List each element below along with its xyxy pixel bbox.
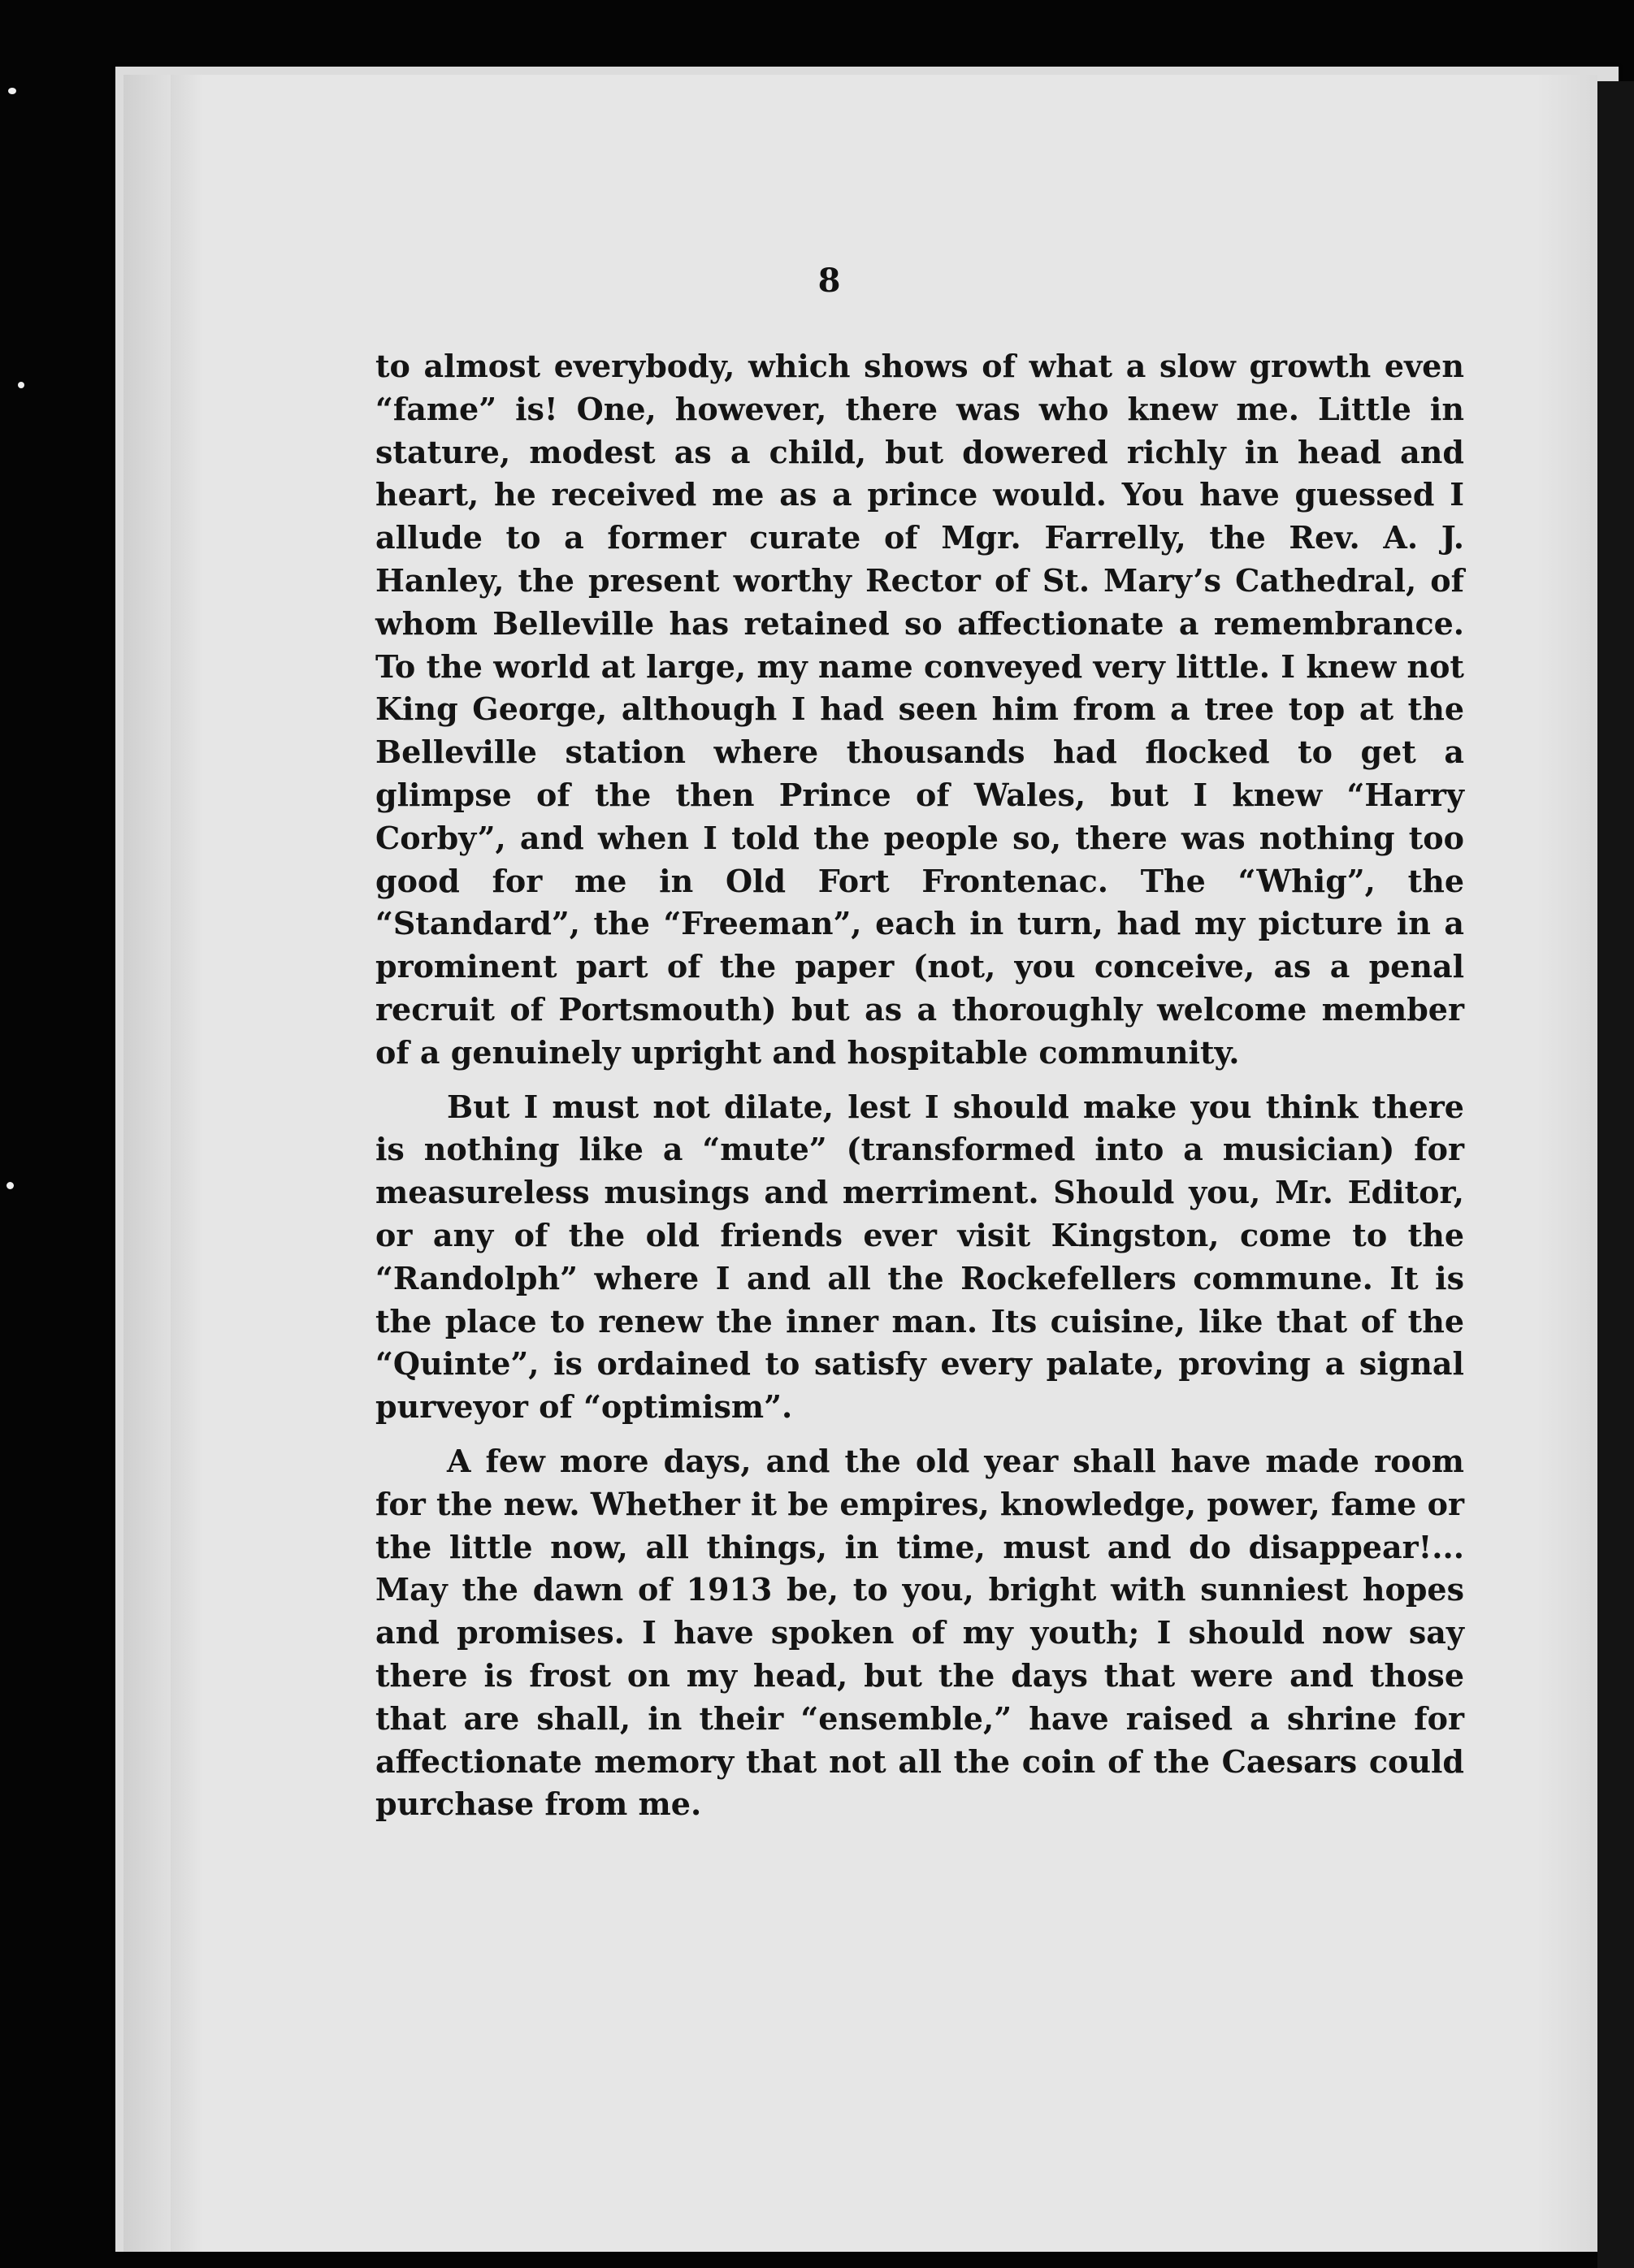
paragraph-1: to almost everybody, which shows of what a slow growth even “fame” is! One, however, there was who knew me. Little in stature, modest as a child, but dowered richly in head and heart, he received me as a prince would. You have guessed I allude to a former curate of Mgr. Farrelly, the Rev. A. J. Hanley, the present worthy Rector of St. Mary’s Cathedral, of whom Belleville has retained so affectionate a remembrance. To the world at large, my name conveyed very little. I knew not King George, although I had seen him from a tree top at the Belleville station where thousands had flocked to get a glimpse of the then Prince of Wales, but I knew “Harry Corby”, and when I told the people so, there was nothing too good for me in Old Fort Frontenac. The “Whig”, the “Standard”, the “Freeman”, each in turn, had my picture in a prominent part of the paper (not, you conceive, as a penal recruit of Portsmouth) but as a thoroughly welcome member of a genuinely upright and hospitable community. — [375, 348, 1464, 1071]
left-page-edge — [124, 75, 171, 2252]
body-text — [375, 345, 1464, 1826]
scan-speck — [8, 88, 16, 94]
scan-speck — [7, 1182, 14, 1189]
paragraph-3: A few more days, and the old year shall have made room for the new. Whether it be empires, knowledge, power, fame or the little now, all things, in time, must and do disappear!... May the dawn of 1913 be, to you, bright with sunniest hopes and promises. I have spoken of my youth; I should now say there is frost on my head, but the days that were and those that are shall, in their “ensemble,” have raised a shrine for affectionate memory that not all the coin of the Caesars could purchase from me. — [375, 1442, 1464, 1823]
binding-shadow — [1597, 81, 1634, 2268]
page-number: 8 — [817, 262, 841, 300]
scan-speck — [18, 382, 24, 388]
paragraph-2: But I must not dilate, lest I should make you think there is nothing like a “mute” (transformed into a musician) for measureless musings and merriment. Should you, Mr. Editor, or any of the old friends ever visit Kingston, come to the “Randolph” where I and all the Rockefellers commune. It is the place to renew the inner man. Its cuisine, like that of the “Quinte”, is ordained to satisfy every palate, proving a signal purveyor of “optimism”. — [375, 1088, 1464, 1426]
